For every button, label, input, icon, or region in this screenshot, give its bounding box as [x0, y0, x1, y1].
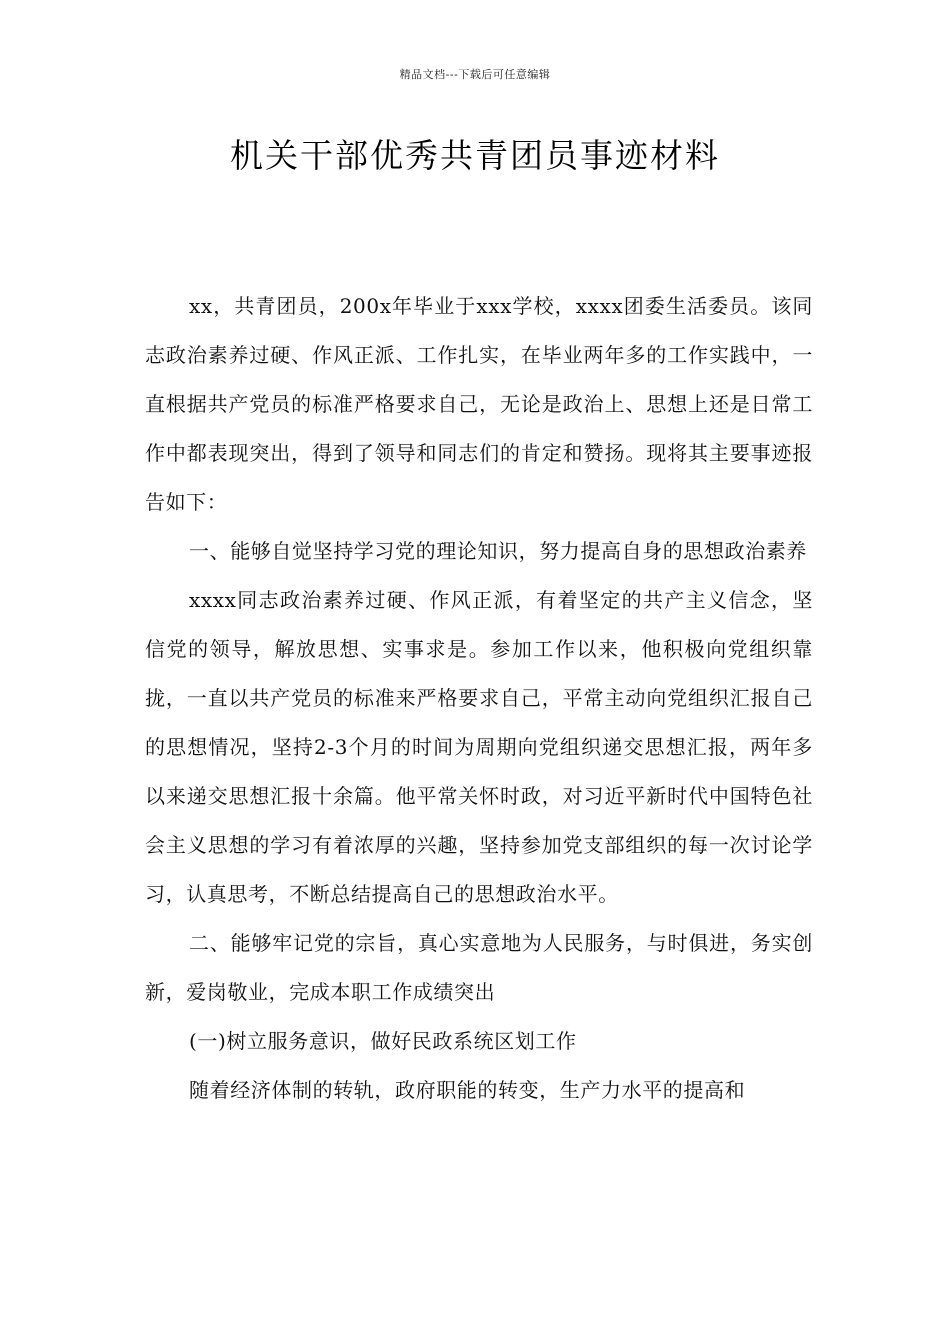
section-heading-1: 一、能够自觉坚持学习党的理论知识，努力提高自身的思想政治素养 [189, 539, 807, 563]
document-body [145, 282, 813, 1115]
paragraph-subsection-1: 随着经济体制的转轨，政府职能的转变，生产力水平的提高和 [189, 1078, 746, 1102]
header-note: 精品文档---下载后可任意编辑 [399, 68, 551, 81]
section-heading-2: 二、能够牢记党的宗旨，真心实意地为人民服务，与时俱进，务实创新，爱岗敬业，完成本职工作成绩突出 [145, 931, 813, 1004]
document-title: 机关干部优秀共青团员事迹材料 [230, 136, 720, 175]
subsection-heading-1: (一)树立服务意识，做好民政系统区划工作 [189, 1029, 577, 1053]
paragraph-section-1: xxxx同志政治素养过硬、作风正派，有着坚定的共产主义信念，坚信党的领导，解放思想、实事求是。参加工作以来，他积极向党组织靠拢，一直以共产党员的标准来严格要求自己，平常主动向党组织汇报自己的思想情况，坚持2-3个月的时间为周期向党组织递交思想汇报，两年多以来递交思想汇报十余篇。他平常关怀时政，对习近平新时代中国特色社会主义思想的学习有着浓厚的兴趣，坚持参加党支部组织的每一次讨论学习，认真思考，不断总结提高自己的思想政治水平。 [145, 588, 813, 906]
paragraph-intro: xx，共青团员，200x年毕业于xxx学校，xxxx团委生活委员。该同志政治素养过硬、作风正派、工作扎实，在毕业两年多的工作实践中，一直根据共产党员的标准严格要求自己，无论是政治上、思想上还是日常工作中都表现突出，得到了领导和同志们的肯定和赞扬。现将其主要事迹报告如下： [145, 294, 813, 514]
